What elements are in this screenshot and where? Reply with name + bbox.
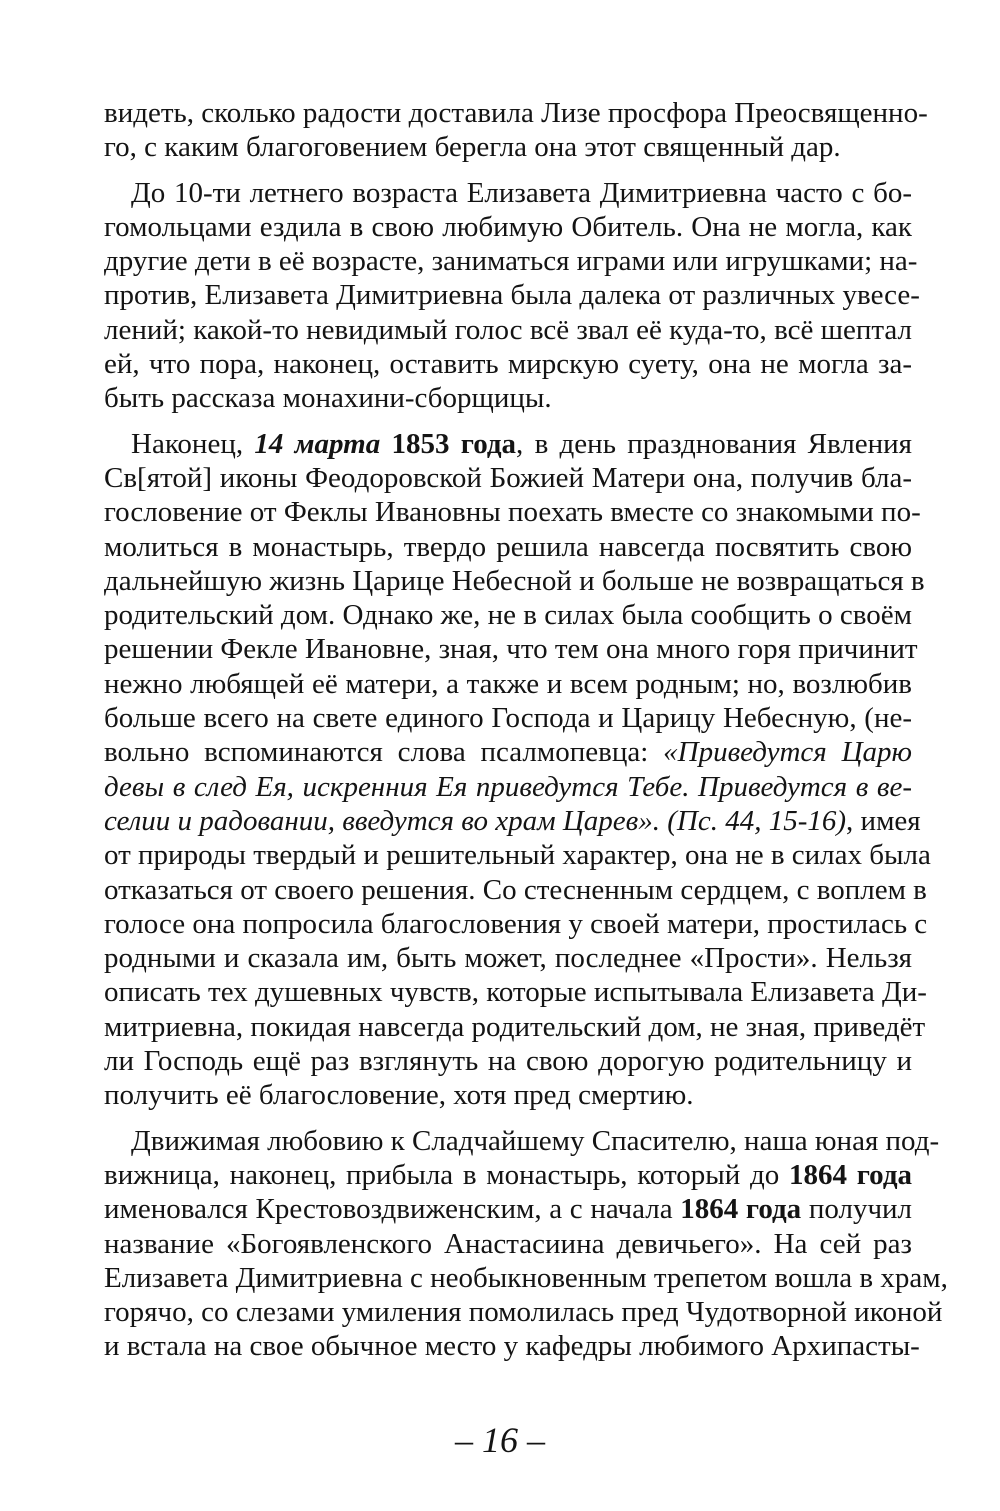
text-line: горячо, со слезами умиления помолилась пред Чудотворной иконой: [104, 1296, 943, 1329]
text-line: получить её благословение, хотя пред смертию.: [104, 1079, 694, 1112]
emphasis-year: 1864 года: [680, 1193, 802, 1226]
text-line: Движимая любовию к Сладчайшему Спасителю, наша юная под-: [131, 1124, 940, 1157]
text-line: отказаться от своего решения. Со стесненным сердцем, с воплем в: [104, 873, 927, 906]
text-line: гословение от Феклы Ивановны поехать вместе со знакомыми по-: [104, 496, 921, 529]
text-line: другие дети в её возрасте, заниматься играми или игрушками; на-: [104, 245, 918, 278]
psalm-quote: «Приведутся Царю: [663, 736, 912, 769]
text-run: , в день празднования Явления: [516, 427, 913, 460]
paragraph: [104, 96, 928, 165]
text-line: родительский дом. Однако же, не в силах была сообщить о своём: [104, 599, 912, 632]
paragraph: [104, 427, 931, 1113]
text-line: больше всего на свете единого Господа и Царицу Небесную, (не-: [104, 702, 912, 735]
text-line: [104, 427, 912, 461]
page-body: [104, 96, 948, 1364]
text-line: дальнейшую жизнь Царице Небесной и больше не возвращаться в: [104, 564, 925, 597]
text-line: молиться в монастырь, твердо решила навсегда посвятить свою: [104, 530, 912, 563]
text-line: описать тех душевных чувств, которые испытывала Елизавета Ди-: [104, 976, 927, 1009]
text-line: [104, 1192, 912, 1226]
text-line: [104, 804, 921, 838]
emphasis-year: 1864 года: [789, 1158, 913, 1191]
paragraph: [104, 1124, 948, 1364]
text-line: митриевна, покидая навсегда родительский дом, не зная, приведёт: [104, 1010, 926, 1043]
text-run: вижница, наконец, прибыла в монастырь, который до: [104, 1158, 789, 1191]
text-line: [104, 735, 912, 769]
text-line: ей, что пора, наконец, оставить мирскую суету, она не могла за-: [104, 348, 912, 381]
text-line: го, с каким благоговением берегла она этот священный дар.: [104, 131, 841, 164]
text-run: , имея: [846, 804, 921, 837]
text-run: Наконец,: [131, 427, 255, 460]
page-number: – 16 –: [455, 1420, 545, 1460]
text-line: гомольцами ездила в свою любимую Обитель. Она не могла, как: [104, 210, 912, 243]
text-line: родными и сказала им, быть может, последнее «Прости». Нельзя: [104, 942, 912, 975]
text-line: голосе она попросила благословения у своей матери, простилась с: [104, 907, 928, 940]
psalm-quote-line: девы в след Ея, искренния Ея приведутся Тебе. Приведутся в ве-: [104, 770, 912, 803]
text-line: от природы твердый и решительный характер, она не в силах была: [104, 839, 931, 872]
text-run: [380, 428, 391, 460]
text-line: нежно любящей её матери, а также и всем родным; но, возлюбив: [104, 667, 912, 700]
emphasis-date: 14 марта: [254, 427, 381, 460]
text-line: Св[ятой] иконы Феодоровской Божией Матери она, получив бла-: [104, 461, 912, 494]
text-line: против, Елизавета Димитриевна была далека от различных увесе-: [104, 279, 920, 312]
text-run: именовался Крестовоздвиженским, а с начала: [104, 1193, 681, 1226]
text-run: вольно вспоминаются слова псалмопевца:: [104, 736, 664, 769]
text-line: название «Богоявленского Анастасиина девичьего». На сей раз: [104, 1227, 912, 1260]
psalm-quote: селии и радовании, введутся во храм Царев». (Пс. 44, 15-16): [104, 804, 847, 837]
paragraph: [104, 176, 920, 416]
text-line: [104, 1158, 912, 1192]
text-line: До 10-ти летнего возраста Елизавета Димитриевна часто с бо-: [131, 176, 912, 209]
text-line: быть рассказа монахини-сборщицы.: [104, 382, 552, 415]
text-line: видеть, сколько радости доставила Лизе просфора Преосвященно-: [104, 97, 928, 129]
text-line: решении Фекле Ивановне, зная, что тем она много горя причинит: [104, 633, 918, 666]
text-run: получил: [801, 1193, 913, 1226]
text-line: Елизавета Димитриевна с необыкновенным трепетом вошла в храм,: [104, 1261, 948, 1294]
emphasis-year: 1853 года: [391, 427, 517, 460]
text-line: лений; какой-то невидимый голос всё звал её куда-то, всё шептал: [104, 313, 912, 346]
text-line: ли Господь ещё раз взглянуть на свою дорогую родительницу и: [104, 1045, 912, 1078]
text-line: и встала на свое обычное место у кафедры любимого Архипасты-: [104, 1330, 920, 1363]
